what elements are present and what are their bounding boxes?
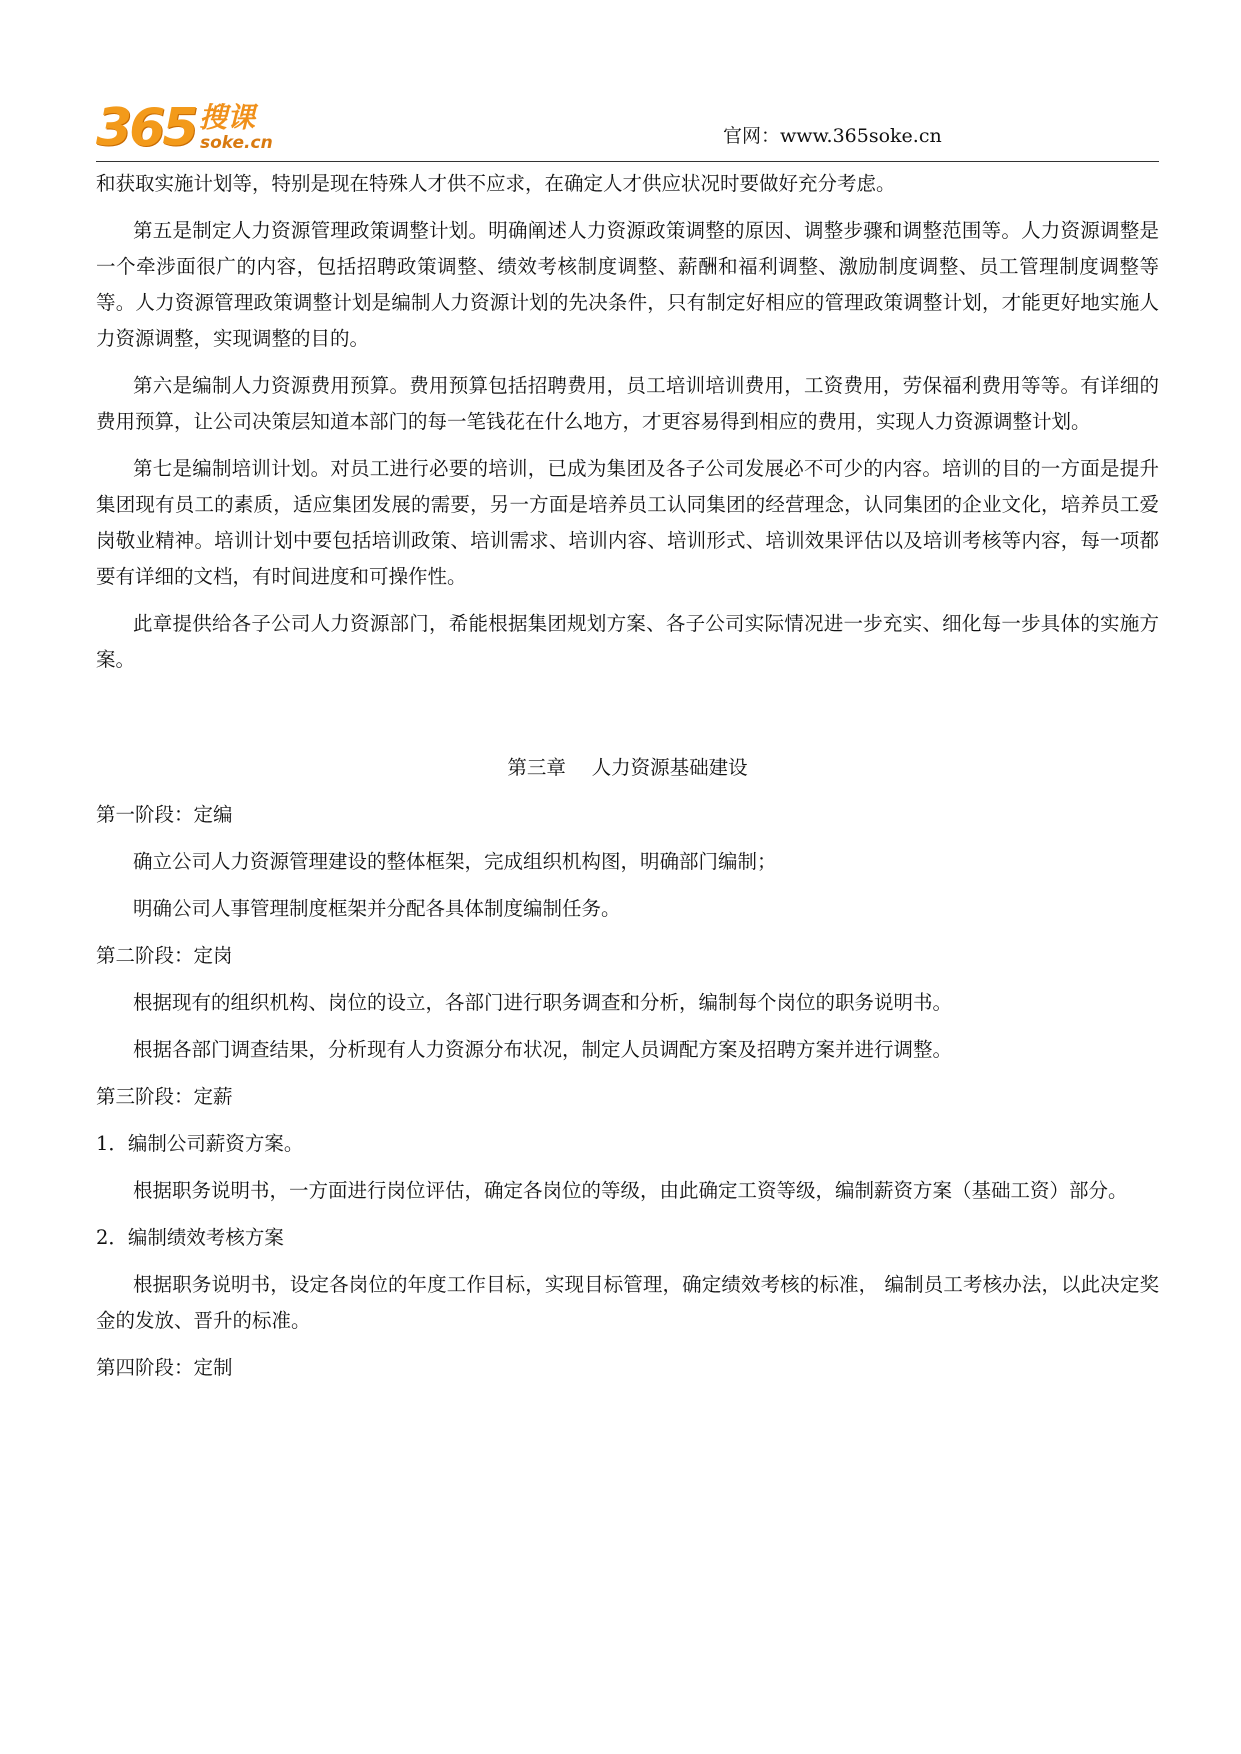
paragraph: 根据职务说明书，设定各岗位的年度工作目标，实现目标管理，确定绩效考核的标准， 编制员工考核办法，以此决定奖金的发放、晋升的标准。 xyxy=(96,1273,1159,1332)
paragraph: 明确公司人事管理制度框架并分配各具体制度编制任务。 xyxy=(133,897,621,920)
logo-domain: soke.cn xyxy=(200,133,273,153)
section-spacer xyxy=(96,678,1159,750)
365soke-logo xyxy=(96,100,336,156)
paragraph: 此章提供给各子公司人力资源部门，希能根据集团规划方案、各子公司实际情况进一步充实、细化每一步具体的实施方案。 xyxy=(96,612,1159,671)
stage-heading: 第四阶段：定制 xyxy=(96,1356,233,1379)
paragraph: 根据现有的组织机构、岗位的设立，各部门进行职务调查和分析，编制每个岗位的职务说明书。 xyxy=(133,991,953,1014)
logo-number: 365 xyxy=(96,98,196,158)
paragraph: 第六是编制人力资源费用预算。费用预算包括招聘费用，员工培训培训费用，工资费用，劳保福利费用等等。有详细的费用预算，让公司决策层知道本部门的每一笔钱花在什么地方，才更容易得到相应的费用，实现人力资源调整计划。 xyxy=(96,374,1159,433)
paragraph: 根据各部门调查结果，分析现有人力资源分布状况，制定人员调配方案及招聘方案并进行调整。 xyxy=(133,1038,953,1061)
chapter-title: 第三章 人力资源基础建设 xyxy=(507,756,748,779)
paragraph: 第五是制定人力资源管理政策调整计划。明确阐述人力资源政策调整的原因、调整步骤和调整范围等。人力资源调整是一个牵涉面很广的内容，包括招聘政策调整、绩效考核制度调整、薪酬和福利调整、激励制度调整、员工管理制度调整等等。人力资源管理政策调整计划是编制人力资源计划的先决条件，只有制定好相应的管理政策调整计划，才能更好地实施人力资源调整，实现调整的目的。 xyxy=(96,219,1159,350)
paragraph: 根据职务说明书，一方面进行岗位评估，确定各岗位的等级，由此确定工资等级，编制薪资方案（基础工资）部分。 xyxy=(133,1179,1128,1202)
paragraph: 和获取实施计划等，特别是现在特殊人才供不应求，在确定人才供应状况时要做好充分考虑。 xyxy=(96,172,896,195)
list-item: 2．编制绩效考核方案 xyxy=(96,1226,284,1249)
official-site-text: 官网：www.365soke.cn xyxy=(723,125,942,147)
document-body xyxy=(96,166,1159,1386)
logo-brand: 搜课 xyxy=(199,101,256,134)
stage-heading: 第二阶段：定岗 xyxy=(96,944,233,967)
paragraph: 第七是编制培训计划。对员工进行必要的培训，已成为集团及各子公司发展必不可少的内容。培训的目的一方面是提升集团现有员工的素质，适应集团发展的需要，另一方面是培养员工认同集团的经营理念，认同集团的企业文化，培养员工爱岗敬业精神。培训计划中要包括培训政策、培训需求、培训内容、培训形式、培训效果评估以及培训考核等内容，每一项都要有详细的文档，有时间进度和可操作性。 xyxy=(96,457,1159,588)
paragraph: 确立公司人力资源管理建设的整体框架，完成组织机构图，明确部门编制； xyxy=(133,850,777,873)
page-header xyxy=(96,100,1159,162)
stage-heading: 第一阶段：定编 xyxy=(96,803,233,826)
list-item: 1．编制公司薪资方案。 xyxy=(96,1132,304,1155)
stage-heading: 第三阶段：定薪 xyxy=(96,1085,233,1108)
header-divider xyxy=(96,161,1159,162)
